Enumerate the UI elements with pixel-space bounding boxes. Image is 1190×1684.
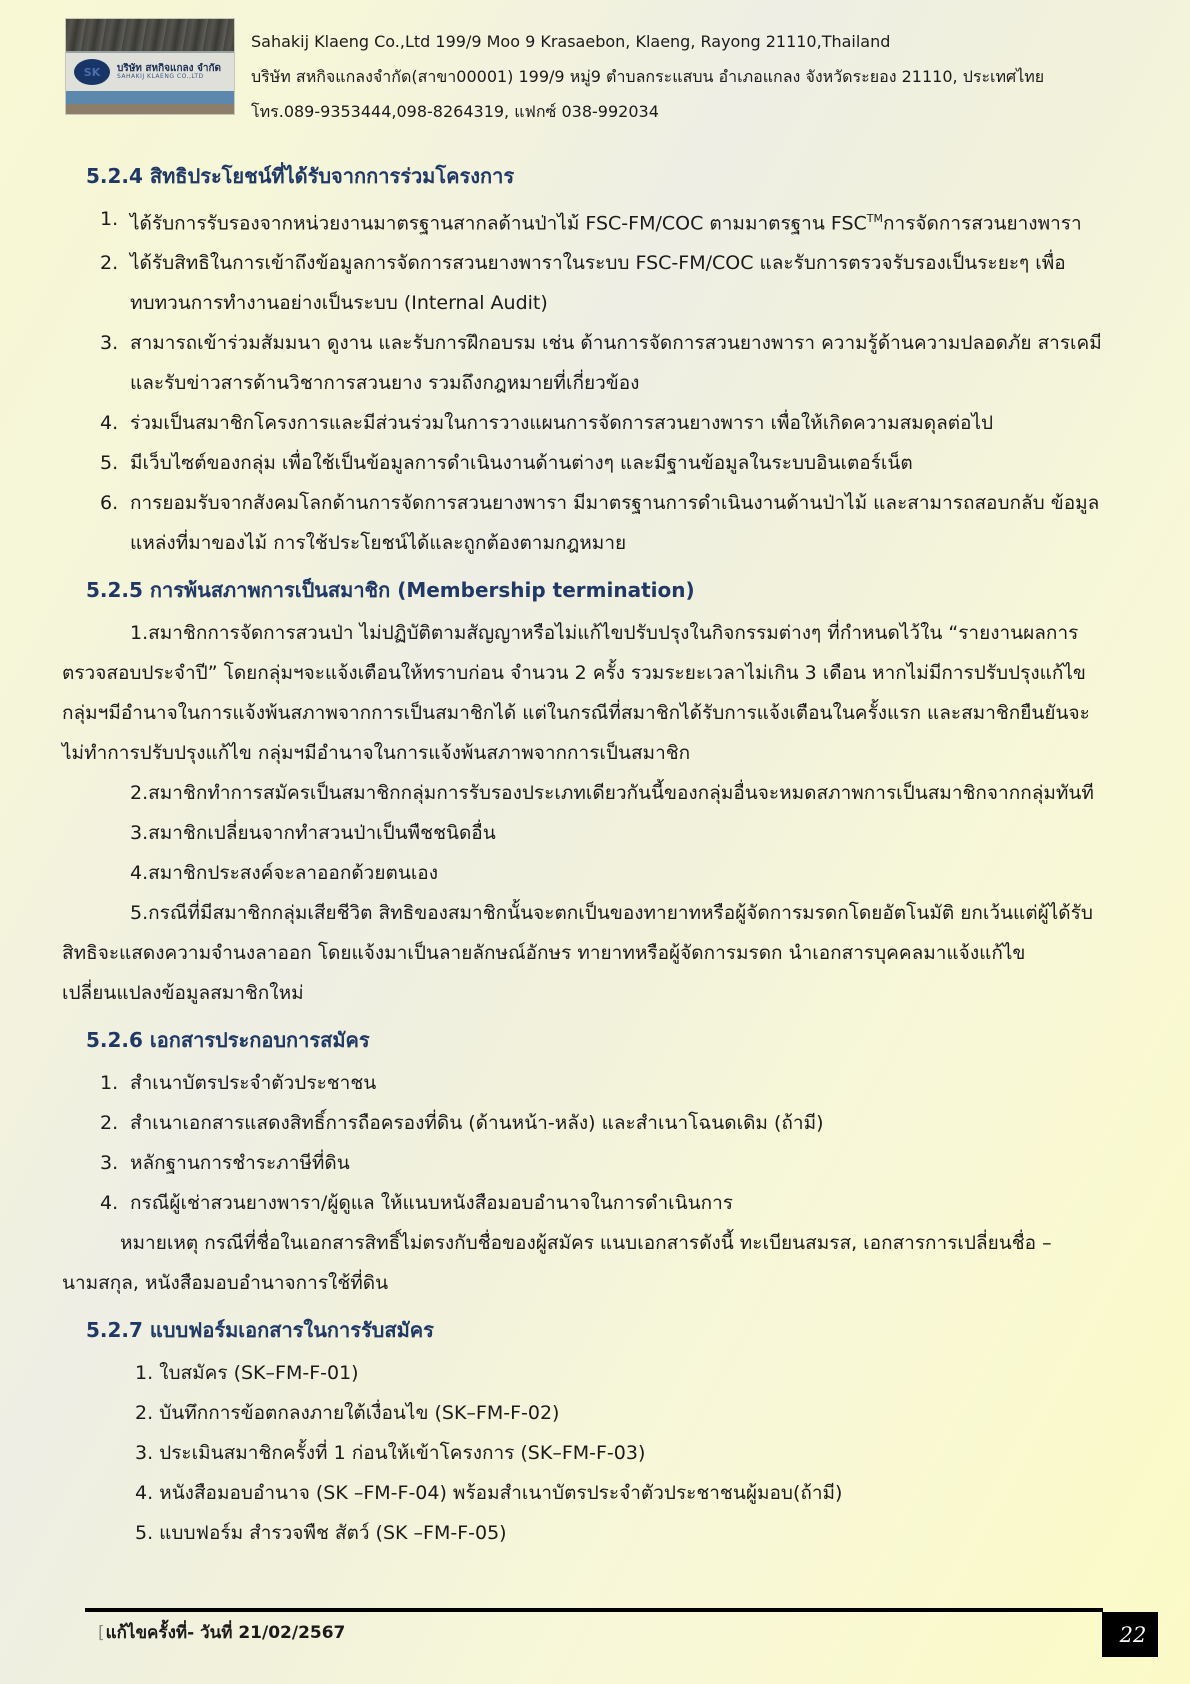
document-body (0, 129, 1190, 1553)
list-item-number: 2. (100, 1112, 119, 1135)
company-logo-oval: SK (74, 59, 110, 85)
paragraph: 1.สมาชิกการจัดการสวนป่า ไม่ปฏิบัติตามสัญญาหรือไม่แก้ไขปรับปรุงในกิจกรรมต่างๆ ที่กำหนดไว้ใน “รายงานผลการตรวจสอบประจำปี” โดยกลุ่มฯจะแจ้งเตือนให้ทราบก่อน จำนวน 2 ครั้ง รวมระยะเวลาไม่เกิน 3 เดือน หากไม่มีการปรับปรุงแก้ไข กลุ่มฯมีอำนาจในการแจ้งพ้นสภาพจากการเป็นสมาชิกได้ แต่ในกรณีที่สมาชิกได้รับการแจ้งเตือนในครั้งแรก และสมาชิกยืนยันจะไม่ทำการปรับปรุงแก้ไข กลุ่มฯมีอำนาจในการแจ้งพ้นสภาพจากการเป็นสมาชิก (62, 622, 1090, 765)
list-item (100, 323, 1110, 403)
list-item-text: ร่วมเป็นสมาชิกโครงการและมีส่วนร่วมในการวางแผนการจัดการสวนยางพารา เพื่อให้เกิดความสมดุลต่อไป (130, 412, 994, 435)
company-phone-line: โทร.089-9353444,098-8264319, แฟกซ์ 038-992034 (251, 102, 659, 121)
list-item-number: 3. (100, 332, 119, 355)
list-item-number: 4. (100, 1192, 119, 1215)
list-item-number: 6. (100, 492, 119, 515)
footer-divider-line (85, 1608, 1103, 1612)
photo-ground (66, 104, 234, 114)
section-heading-5-2-6: 5.2.6 เอกสารประกอบการสมัคร (86, 1028, 370, 1053)
sign-text-block (117, 63, 221, 81)
list-item-text: การยอมรับจากสังคมโลกด้านการจัดการสวนยางพารา มีมาตรฐานการดำเนินงานด้านป่าไม้ และสามารถสอบกลับ ข้อมูล แหล่งที่มาของไม้ การใช้ประโยชน์ได้และถูกต้องตามกฎหมาย (130, 492, 1100, 555)
photo-blue-band (66, 91, 234, 104)
paragraph: 4.สมาชิกประสงค์จะลาออกด้วยตนเอง (130, 862, 438, 885)
paragraph: 2.สมาชิกทำการสมัครเป็นสมาชิกกลุ่มการรับรองประเภทเดียวกันนี้ของกลุ่มอื่นจะหมดสภาพการเป็นสมาชิกจากกลุ่มทันที (130, 782, 1094, 805)
list-item (100, 443, 1110, 483)
list-item-number: 5. (100, 452, 119, 475)
footer-revision-label: แก้ไขครั้งที่- วันที่ 21/02/2567 (105, 1623, 346, 1643)
list-item-text: มีเว็บไซต์ของกลุ่ม เพื่อใช้เป็นข้อมูลการดำเนินงานด้านต่างๆ และมีฐานข้อมูลในระบบอินเตอร์เน็ต (130, 452, 913, 475)
list-item: 2. บันทึกการข้อตกลงภายใต้เงื่อนไข (SK–FM-F-02) (135, 1402, 560, 1425)
list-item-text: สำเนาเอกสารแสดงสิทธิ์การถือครองที่ดิน (ด้านหน้า-หลัง) และสำเนาโฉนดเดิม (ถ้ามี) (130, 1112, 824, 1135)
paragraph: 5.กรณีที่มีสมาชิกกลุ่มเสียชีวิต สิทธิของสมาชิกนั้นจะตกเป็นของทายาทหรือผู้จัดการมรดกโดยอัตโนมัติ ยกเว้นแต่ผู้ได้รับสิทธิจะแสดงความจำนงลาออก โดยแจ้งมาเป็นลายลักษณ์อักษร ทายาทหรือผู้จัดการมรดก นำเอกสารบุคคลมาแจ้งแก้ไขเปลี่ยนแปลงข้อมูลสมาชิกใหม่ (62, 902, 1093, 1005)
photo-ceiling (66, 19, 234, 51)
sign-title-thai: บริษัท สหกิจแกลง จำกัด (117, 63, 222, 75)
section-heading-5-2-7: 5.2.7 แบบฟอร์มเอกสารในการรับสมัคร (86, 1318, 434, 1343)
list-item-text (130, 199, 1110, 243)
list-item-number: 1. (100, 1072, 119, 1095)
list-item (100, 243, 1110, 323)
list-item: 4. หนังสือมอบอำนาจ (SK –FM-F-04) พร้อมสำเนาบัตรประจำตัวประชาชนผู้มอบ(ถ้ามี) (135, 1482, 843, 1505)
list-item-number: 4. (100, 412, 119, 435)
forms-list (62, 1353, 1110, 1553)
termination-paragraphs (62, 613, 1110, 1013)
list-item (100, 403, 1110, 443)
list-item-number: 2. (100, 252, 119, 275)
list-item (100, 199, 1110, 243)
list-item-number: 3. (100, 1152, 119, 1175)
company-sign-photo (65, 18, 235, 115)
list-item (100, 1143, 1110, 1183)
footer-bracket-mark: [ (98, 1623, 105, 1643)
list-item (100, 1063, 1110, 1103)
company-address-block (235, 18, 1064, 129)
sign-title-english: SAHAKIJ KLAENG CO.,LTD (117, 73, 204, 81)
list-item (100, 483, 1110, 563)
document-header (0, 0, 1190, 129)
list-item-text: สามารถเข้าร่วมสัมมนา ดูงาน และรับการฝึกอบรม เช่น ด้านการจัดการสวนยางพารา ความรู้ด้านความปลอดภัย สารเคมี และรับข่าวสารด้านวิชาการสวนยาง รวมถึงกฎหมายที่เกี่ยวข้อง (130, 332, 1102, 395)
list-item-number: 1. (100, 208, 119, 230)
company-name-thai: บริษัท สหกิจแกลงจำกัด(สาขา00001) 199/9 หมู่9 ตำบลกระแสบน อำเภอแกลง จังหวัดระยอง 21110, ประเทศไทย (251, 67, 1045, 86)
list-item: 3. ประเมินสมาชิกครั้งที่ 1 ก่อนให้เข้าโครงการ (SK–FM-F-03) (135, 1442, 646, 1465)
company-name-english: Sahakij Klaeng Co.,Ltd 199/9 Moo 9 Krasaebon, Klaeng, Rayong 21110,Thailand (251, 32, 891, 51)
list-item-text: กรณีผู้เช่าสวนยางพารา/ผู้ดูแล ให้แนบหนังสือมอบอำนาจในการดำเนินการ (130, 1192, 733, 1215)
list-item: 1. ใบสมัคร (SK–FM-F-01) (135, 1362, 359, 1385)
page-number-badge: 22 (1102, 1612, 1158, 1657)
list-item-text: หลักฐานการชำระภาษีที่ดิน (130, 1152, 350, 1175)
benefit-1-pre: ได้รับการรับรองจากหน่วยงานมาตรฐานสากลด้านป่าไม้ FSC-FM/COC ตามมาตรฐาน FSC (130, 212, 867, 235)
list-item-text: ได้รับสิทธิในการเข้าถึงข้อมูลการจัดการสวนยางพาราในระบบ FSC-FM/COC และรับการตรวจรับรองเป็นระยะๆ เพื่อทบทวนการทำงานอย่างเป็นระบบ (Internal Audit) (130, 252, 1066, 315)
benefit-1-post: การจัดการสวนยางพารา (883, 212, 1082, 235)
section-heading-5-2-4: 5.2.4 สิทธิประโยชน์ที่ได้รับจากการร่วมโครงการ (86, 164, 515, 188)
list-item (100, 1103, 1110, 1143)
photo-signboard (66, 51, 234, 91)
documents-note: หมายเหตุ กรณีที่ชื่อในเอกสารสิทธิ์ไม่ตรงกับชื่อของผู้สมัคร แนบเอกสารดังนี้ ทะเบียนสมรส, เอกสารการเปลี่ยนชื่อ – นามสกุล, หนังสือมอบอำนาจการใช้ที่ดิน (62, 1232, 1052, 1295)
list-item-text: สำเนาบัตรประจำตัวประชาชน (130, 1072, 377, 1095)
list-item (100, 1183, 1110, 1223)
paragraph: 3.สมาชิกเปลี่ยนจากทำสวนป่าเป็นพืชชนิดอื่น (130, 822, 496, 845)
documents-list (62, 1063, 1110, 1223)
footer-revision-text (98, 1618, 345, 1648)
trademark-superscript: TM (866, 212, 884, 225)
list-item: 5. แบบฟอร์ม สำรวจพืช สัตว์ (SK –FM-F-05) (135, 1522, 507, 1545)
benefits-list (62, 199, 1110, 563)
section-heading-5-2-5: 5.2.5 การพ้นสภาพการเป็นสมาชิก (Membership termination) (86, 578, 695, 603)
